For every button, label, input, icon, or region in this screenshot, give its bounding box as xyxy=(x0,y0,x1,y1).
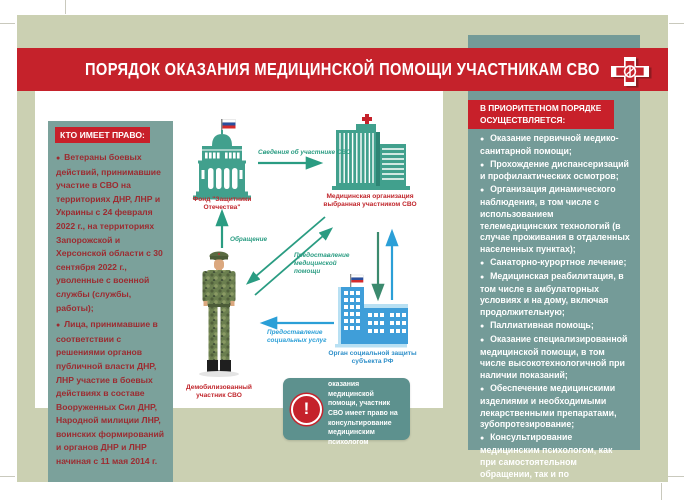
list-item: ● Оказание специализированной медицинской помощи, в том числе высокотехнологичной при наличии показаний; xyxy=(480,334,630,382)
crop-mark xyxy=(65,0,66,14)
arrow-appeal-label: Обращение xyxy=(230,236,268,243)
list-item: ● Оказание первичной медико-санитарной помощи; xyxy=(480,133,630,158)
list-item: ● Паллиативная помощь; xyxy=(480,320,630,333)
crop-mark xyxy=(669,23,684,24)
list-item: ● Медицинская реабилитация, в том числе в амбулаторных условиях и на дому, включая продолжительную; xyxy=(480,271,630,319)
list-item: ● Прохождение диспансеризаций и профилактических осмотров; xyxy=(480,159,630,184)
arrow-info-label: Сведения об участнике СВО xyxy=(258,149,351,156)
list-item: ● Консультирование медицинским психологом, как при самостоятельном обращении, так и по направлению лечащего врача xyxy=(480,432,630,492)
warning-icon: ! xyxy=(291,394,322,425)
list-item: ● Санаторно-курортное лечение; xyxy=(480,257,630,270)
crop-mark xyxy=(668,476,684,477)
crop-mark xyxy=(661,483,662,500)
arrow-social-label: Предоставление социальных услуг xyxy=(267,329,327,344)
arrow-medical-label: Предоставление медицинской помощи xyxy=(294,252,350,275)
psychologist-note xyxy=(283,371,410,446)
medical-cross-logo-icon xyxy=(606,52,652,93)
priority-heading: В ПРИОРИТЕТНОМ ПОРЯДКЕ ОСУЩЕСТВЛЯЕТСЯ: xyxy=(468,100,614,129)
list-item: ● Лица, принимавшие в соответствии с решениями органов публичной власти ДНР, ЛНР участие в боевых действиях в составе Вооруженных Сил ДНР, Народной милиции ЛНР, воинских формирований и органов ДНР и ЛНР начиная с 11 мая 2014 г. xyxy=(56,318,168,469)
eligibility-panel xyxy=(48,121,173,482)
note-text: На всех этапах оказания медицинской помощи, участник СВО имеет право на консультирование медицинским психологом xyxy=(328,371,398,446)
list-item: ● Ветераны боевых действий, принимавшие участие в СВО на территориях ДНР, ЛНР и Украины с 24 февраля 2022 г., на территориях Запорожской и Херсонской области с 30 сентября 2022 г., уволенные с военной службы (службы, работы); xyxy=(56,151,168,315)
eligibility-list xyxy=(56,151,168,469)
eligibility-heading: КТО ИМЕЕТ ПРАВО: xyxy=(55,127,150,143)
priority-list xyxy=(468,133,640,493)
social-org-label: Орган социальной защиты субъекта РФ xyxy=(328,350,417,365)
page-title: ПОРЯДОК ОКАЗАНИЯ МЕДИЦИНСКОЙ ПОМОЩИ УЧАСТНИКАМ СВО xyxy=(85,59,600,79)
soldier-label: Демобилизованный участник СВО xyxy=(186,384,252,399)
list-item: ● Организация динамического наблюдения, в том числе с использованием телемедицинских технологий (в случае проживания в отдаленных населенных пунктах); xyxy=(480,184,630,256)
header-band xyxy=(17,48,668,91)
fund-label: Фонд "Защитники Отечества" xyxy=(192,196,252,211)
crop-mark xyxy=(0,23,15,24)
medical-org-label: Медицинская организация выбранная участником СВО xyxy=(323,193,417,208)
crop-mark xyxy=(0,476,15,477)
list-item: ● Обеспечение медицинскими изделиями и необходимыми лекарственными препаратами, зубопротезирование; xyxy=(480,383,630,431)
